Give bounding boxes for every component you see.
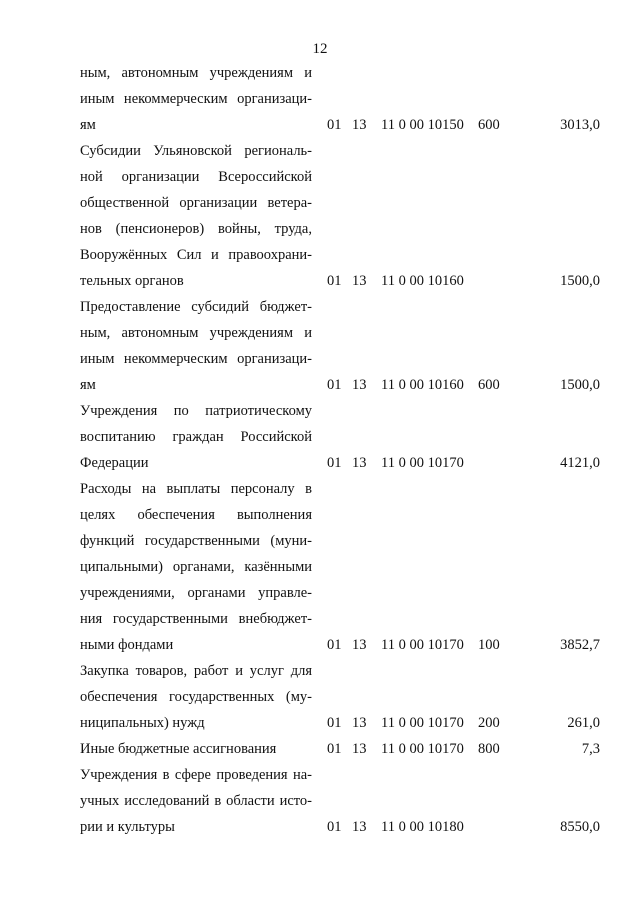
description-line: учреждениями, органами управле- xyxy=(80,585,312,601)
table-row xyxy=(0,294,640,398)
description-line: ципальными) органами, казёнными xyxy=(80,559,312,575)
table-row xyxy=(0,398,640,476)
description-line: Расходы на выплаты персоналу в xyxy=(80,481,312,497)
section-code: 01 xyxy=(327,637,342,653)
amount: 8550,0 xyxy=(560,819,600,835)
amount: 7,3 xyxy=(581,741,600,757)
description-line: ниципальных) нужд xyxy=(80,715,205,731)
description-line: Предоставление субсидий бюджет- xyxy=(80,299,312,315)
row-codes xyxy=(0,112,640,138)
subsection-code: 13 xyxy=(352,377,367,393)
subsection-code: 13 xyxy=(352,273,367,289)
expense-type-code: 600 xyxy=(478,377,500,393)
expense-type-code: 800 xyxy=(478,741,500,757)
subsection-code: 13 xyxy=(352,117,367,133)
amount: 1500,0 xyxy=(560,377,600,393)
description-line: ям xyxy=(80,377,96,393)
subsection-code: 13 xyxy=(352,819,367,835)
expense-type-code: 200 xyxy=(478,715,500,731)
subsection-code: 13 xyxy=(352,637,367,653)
target-article-code: 11 0 00 10160 xyxy=(381,377,464,393)
description-line: Закупка товаров, работ и услуг для xyxy=(80,663,312,679)
table-row xyxy=(0,476,640,658)
subsection-code: 13 xyxy=(352,715,367,731)
description-line: Вооружённых Сил и правоохрани- xyxy=(80,247,312,263)
row-codes xyxy=(0,372,640,398)
section-code: 01 xyxy=(327,715,342,731)
description-line: целях обеспечения выполнения xyxy=(80,507,312,523)
description-line: иным некоммерческим организаци- xyxy=(80,351,312,367)
description-line: ной организации Всероссийской xyxy=(80,169,312,185)
amount: 3852,7 xyxy=(560,637,600,653)
amount: 1500,0 xyxy=(560,273,600,289)
table-row xyxy=(0,60,640,138)
table-row xyxy=(0,762,640,840)
row-codes xyxy=(0,736,640,762)
page-number: 12 xyxy=(312,41,328,57)
section-code: 01 xyxy=(327,117,342,133)
description-line: ям xyxy=(80,117,96,133)
description-line: нов (пенсионеров) войны, труда, xyxy=(80,221,312,237)
description-line: ными фондами xyxy=(80,637,174,653)
description-line: Иные бюджетные ассигнования xyxy=(80,741,277,757)
row-codes xyxy=(0,450,640,476)
row-codes xyxy=(0,710,640,736)
section-code: 01 xyxy=(327,273,342,289)
amount: 4121,0 xyxy=(560,455,600,471)
section-code: 01 xyxy=(327,455,342,471)
description-line: Субсидии Ульяновской региональ- xyxy=(80,143,312,159)
description-line: Федерации xyxy=(80,455,149,471)
target-article-code: 11 0 00 10180 xyxy=(381,819,464,835)
description-line: иным некоммерческим организаци- xyxy=(80,91,312,107)
subsection-code: 13 xyxy=(352,455,367,471)
description-line: общественной организации ветера- xyxy=(80,195,312,211)
description-line: функций государственными (муни- xyxy=(80,533,312,549)
section-code: 01 xyxy=(327,377,342,393)
amount: 261,0 xyxy=(567,715,600,731)
section-code: 01 xyxy=(327,741,342,757)
row-description xyxy=(80,476,312,658)
description-line: ным, автономным учреждениям и xyxy=(80,325,312,341)
table-row xyxy=(0,736,640,762)
target-article-code: 11 0 00 10170 xyxy=(381,715,464,731)
target-article-code: 11 0 00 10160 xyxy=(381,273,464,289)
section-code: 01 xyxy=(327,819,342,835)
expense-type-code: 100 xyxy=(478,637,500,653)
description-line: рии и культуры xyxy=(80,819,175,835)
description-line: воспитанию граждан Российской xyxy=(80,429,312,445)
description-line: тельных органов xyxy=(80,273,184,289)
row-codes xyxy=(0,632,640,658)
amount: 3013,0 xyxy=(560,117,600,133)
target-article-code: 11 0 00 10170 xyxy=(381,455,464,471)
table-row xyxy=(0,658,640,736)
expense-type-code: 600 xyxy=(478,117,500,133)
target-article-code: 11 0 00 10170 xyxy=(381,637,464,653)
description-line: Учреждения по патриотическому xyxy=(80,403,312,419)
description-line: учных исследований в области исто- xyxy=(80,793,312,809)
row-codes xyxy=(0,814,640,840)
description-line: ным, автономным учреждениям и xyxy=(80,65,312,81)
description-line: Учреждения в сфере проведения на- xyxy=(80,767,312,783)
description-line: ния государственными внебюджет- xyxy=(80,611,312,627)
target-article-code: 11 0 00 10150 xyxy=(381,117,464,133)
target-article-code: 11 0 00 10170 xyxy=(381,741,464,757)
description-line: обеспечения государственных (му- xyxy=(80,689,312,705)
budget-table xyxy=(0,60,640,840)
subsection-code: 13 xyxy=(352,741,367,757)
table-row xyxy=(0,138,640,294)
row-codes xyxy=(0,268,640,294)
